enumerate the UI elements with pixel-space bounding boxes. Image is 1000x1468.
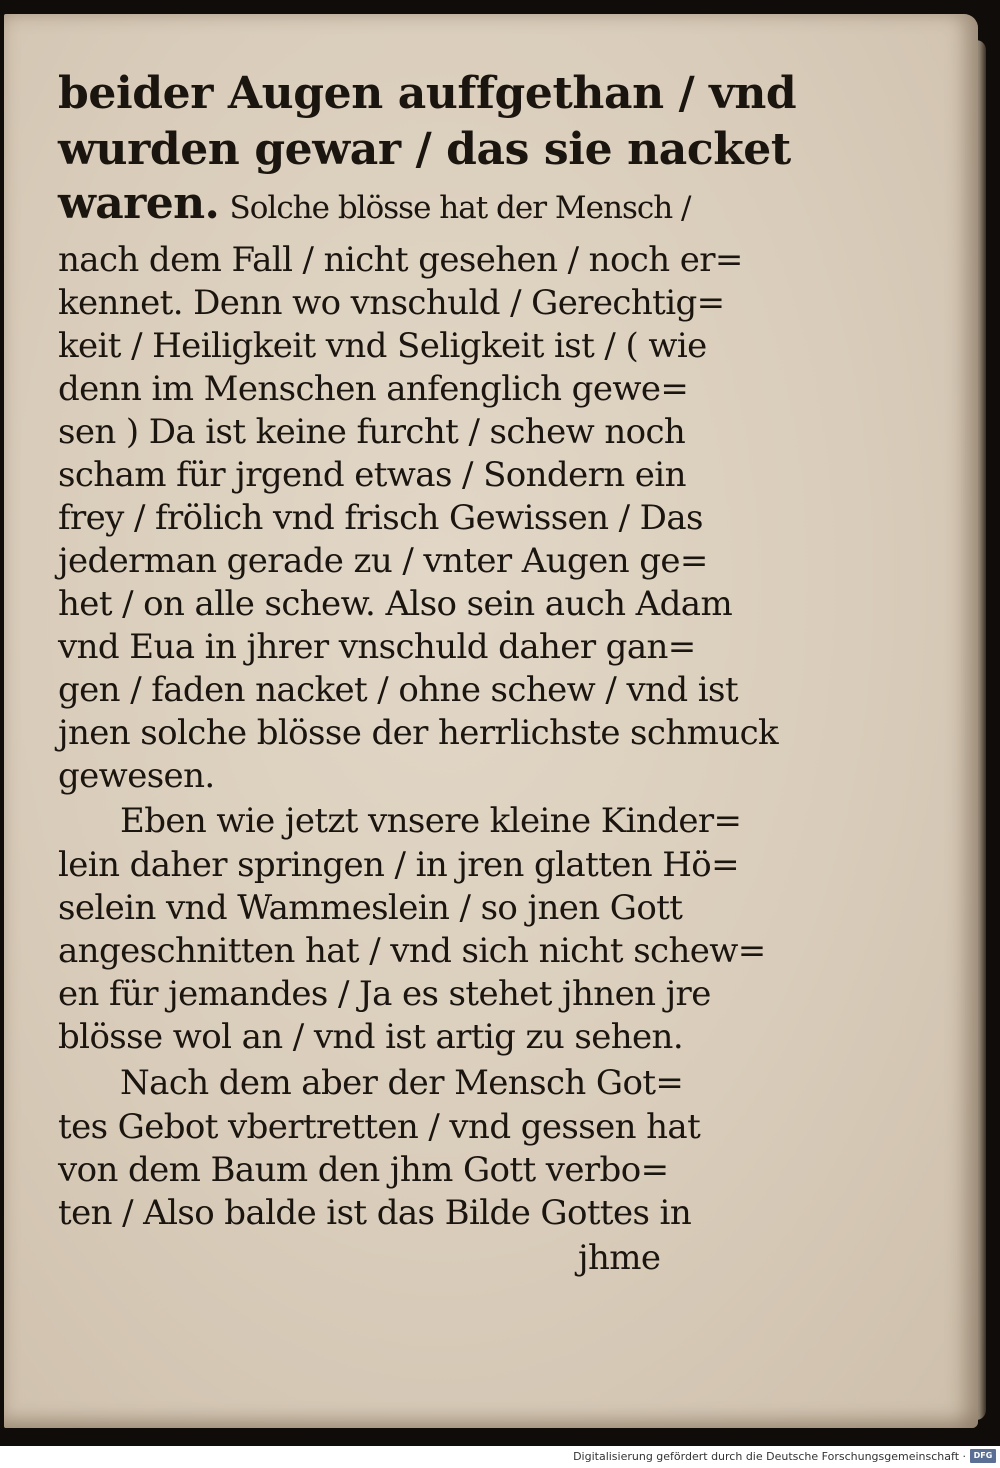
text-line-3-lead: waren.: [58, 178, 220, 229]
text-line-2: wurden gewar / das sie nacket: [58, 124, 791, 175]
text-line-6: keit / Heiligkeit vnd Seligkeit ist / ( wie: [58, 326, 707, 366]
text-line-12: het / on alle schew. Also sein auch Adam: [58, 584, 733, 624]
text-line-11: jederman gerade zu / vnter Augen ge=: [58, 541, 708, 581]
dfg-logo-icon: DFG: [970, 1449, 996, 1463]
footer-bar: [0, 1446, 1000, 1468]
text-line-18: lein daher springen / in jren glatten Hö=: [58, 845, 740, 885]
text-line-3-rest: Solche blösse hat der Mensch /: [229, 190, 691, 226]
text-line-1: beider Augen auffgethan / vnd: [58, 68, 797, 119]
catchword: jhme: [578, 1238, 661, 1278]
text-line-24: tes Gebot vbertretten / vnd gessen hat: [58, 1107, 701, 1147]
text-line-4: nach dem Fall / nicht gesehen / noch er=: [58, 240, 743, 280]
text-line-23: Nach dem aber der Mensch Got=: [120, 1063, 684, 1103]
text-line-22: blösse wol an / vnd ist artig zu sehen.: [58, 1017, 684, 1057]
book-page: [4, 14, 978, 1428]
text-line-8: sen ) Da ist keine furcht / schew noch: [58, 412, 686, 452]
text-line-17: Eben wie jetzt vnsere kleine Kinder=: [120, 801, 742, 841]
text-line-21: en für jemandes / Ja es stehet jhnen jre: [58, 974, 711, 1014]
funding-credit: Digitalisierung gefördert durch die Deutsche Forschungsgemeinschaft ·: [573, 1450, 966, 1463]
text-line-5: kennet. Denn wo vnschuld / Gerechtig=: [58, 283, 725, 323]
text-line-19: selein vnd Wammeslein / so jnen Gott: [58, 888, 683, 928]
text-line-16: gewesen.: [58, 756, 215, 796]
text-line-14: gen / faden nacket / ohne schew / vnd ist: [58, 670, 738, 710]
text-line-15: jnen solche blösse der herrlichste schmuck: [58, 713, 779, 753]
text-line-20: angeschnitten hat / vnd sich nicht schew=: [58, 931, 766, 971]
text-line-7: denn im Menschen anfenglich gewe=: [58, 369, 689, 409]
text-line-13: vnd Eua in jhrer vnschuld daher gan=: [58, 627, 696, 667]
text-line-25: von dem Baum den jhm Gott verbo=: [58, 1150, 669, 1190]
text-line-9: scham für jrgend etwas / Sondern ein: [58, 455, 686, 495]
text-line-3: [58, 178, 708, 230]
text-line-26: ten / Also balde ist das Bilde Gottes in: [58, 1193, 692, 1233]
text-line-10: frey / frölich vnd frisch Gewissen / Das: [58, 498, 703, 538]
